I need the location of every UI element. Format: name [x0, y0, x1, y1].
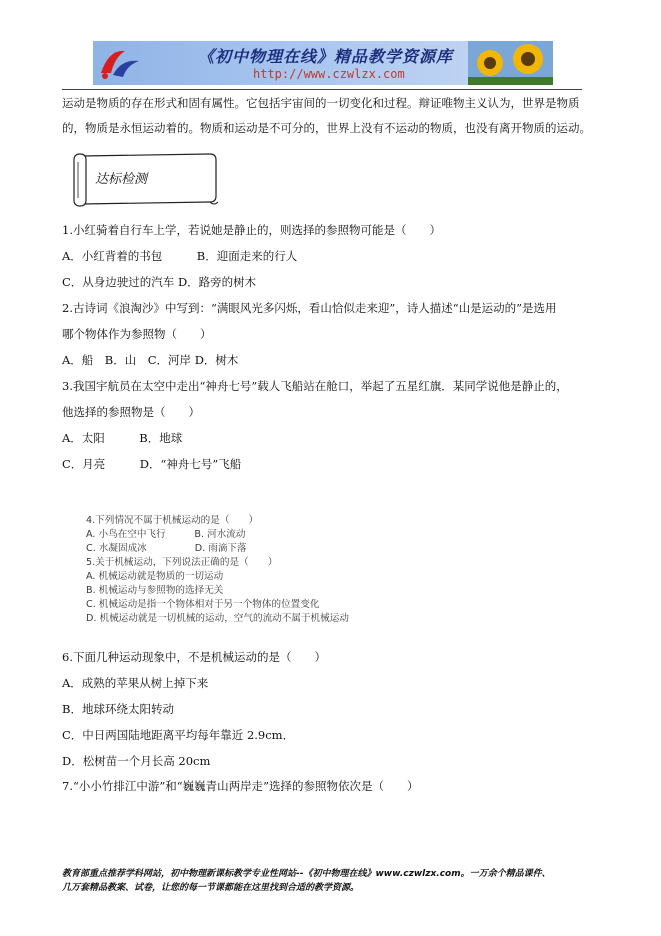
q6-option-a: A．成熟的苹果从树上掉下来	[62, 676, 209, 690]
scanned-questions-image	[86, 515, 506, 637]
header-banner	[93, 41, 553, 85]
footer-line-2: 几万套精品教案、试卷，让您的每一节课都能在这里找到合适的教学资源。	[62, 883, 360, 893]
q3-stem-2: 他选择的参照物是（ ）	[62, 405, 200, 419]
q2-options: A．船 B．山 C．河岸 D．树木	[62, 353, 239, 367]
intro-line-2: 的，物质是永恒运动着的。物质和运动是不可分的，世界上没有不运动的物质，也没有离开物质的运动。	[62, 121, 591, 135]
q1-options-cd: C．从身边驶过的汽车 D．路旁的树木	[62, 275, 257, 289]
header-divider	[62, 89, 582, 90]
q5-option-c: C. 机械运动是指一个物体相对于另一个物体的位置变化	[86, 599, 320, 610]
q4-options-cd: C. 水凝固成冰 D. 雨滴下落	[86, 543, 247, 554]
q6-stem: 6.下面几种运动现象中，不是机械运动的是（ ）	[62, 650, 326, 664]
q3-options-cd: C．月亮 D．“神舟七号”飞船	[62, 457, 242, 471]
q7-stem: 7.“小小竹排江中游”和“巍巍青山两岸走”选择的参照物依次是（ ）	[62, 779, 419, 793]
q5-option-d: D. 机械运动就是一切机械的运动，空气的流动不属于机械运动	[86, 613, 349, 624]
q5-option-b: B. 机械运动与参照物的选择无关	[86, 585, 224, 596]
q4-options-ab: A. 小鸟在空中飞行 B. 河水流动	[86, 529, 246, 540]
q4-stem: 4.下列情况不属于机械运动的是（ ）	[86, 515, 259, 526]
site-url[interactable]: http://www.czwlzx.com	[253, 67, 405, 81]
q2-stem-1: 2.古诗词《浪淘沙》中写到：“满眼风光多闪烁，看山恰似走来迎”，诗人描述“山是运动的”是选用	[62, 301, 557, 315]
q6-option-c: C．中日两国陆地距离平均每年靠近 2.9cm．	[62, 728, 295, 742]
site-logo-icon	[95, 43, 143, 83]
q2-stem-2: 哪个物体作为参照物（ ）	[62, 327, 212, 341]
q5-option-a: A. 机械运动就是物质的一切运动	[86, 571, 224, 582]
intro-line-1: 运动是物质的存在形式和固有属性。它包括宇宙间的一切变化和过程。辩证唯物主义认为，世界是物质	[62, 96, 580, 110]
q3-options-ab: A．太阳 B．地球	[62, 431, 183, 445]
q6-option-b: B．地球环绕太阳转动	[62, 702, 174, 716]
sunflower-image	[468, 41, 553, 85]
site-title: 《初中物理在线》精品教学资源库	[198, 47, 454, 66]
section-label: 达标检测	[95, 172, 148, 187]
q1-options-ab: A．小红背着的书包 B．迎面走来的行人	[62, 249, 298, 263]
footer-line-1: 教育部重点推荐学科网站，初中物理新课标教学专业性网站--《初中物理在线》www.czwlzx.com。一万余个精品课件、	[62, 869, 551, 879]
q3-stem-1: 3.我国宇航员在太空中走出“神舟七号”载人飞船站在舱口，举起了五星红旗．某同学说他是静止的，	[62, 379, 568, 393]
q5-stem: 5.关于机械运动，下列说法正确的是（ ）	[86, 557, 278, 568]
q1-stem: 1.小红骑着自行车上学，若说她是静止的，则选择的参照物可能是（ ）	[62, 223, 441, 237]
q6-option-d: D．松树苗一个月长高 20cm	[62, 754, 211, 768]
